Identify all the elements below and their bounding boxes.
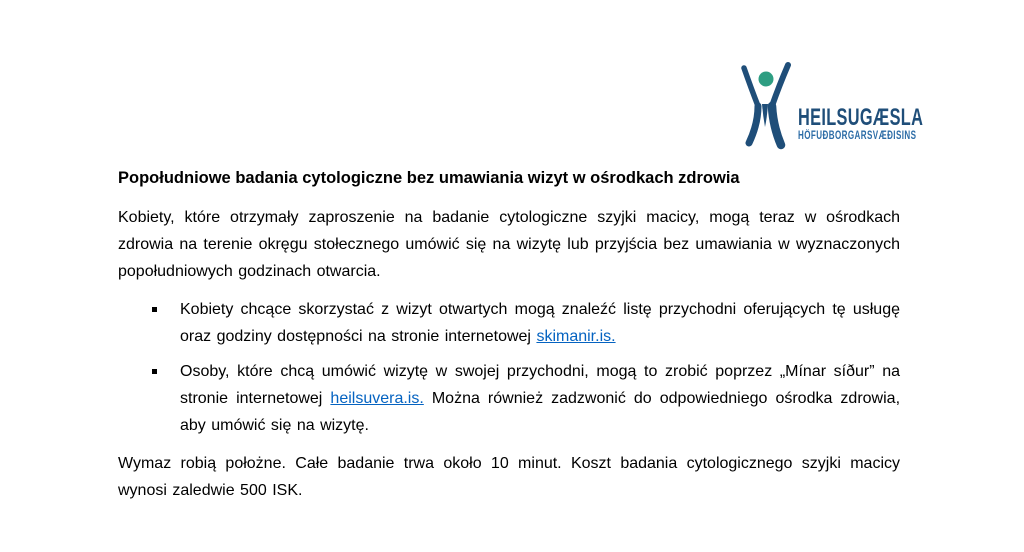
intro-paragraph: Kobiety, które otrzymały zaproszenie na badanie cytologiczne szyjki macicy, mogą teraz w ośrodkach zdrowia na terenie okręgu stołecznego umówić się na wizytę lub przyjścia bez umawiania w wyznaczonych popołudniowych godzinach otwarcia.	[118, 209, 900, 280]
bullet-text: Można również zadzwonić do odpowiedniego ośrodka zdrowia, aby umówić się na wizytę.	[180, 390, 901, 434]
clinic-logo-text	[798, 104, 982, 150]
person-with-raised-arms-icon	[737, 62, 795, 150]
bullet-text: Osoby, które chcą umówić wizytę w swojej przychodni, mogą to zrobić poprzez „Mínar síður” na stronie internetowej	[180, 363, 900, 407]
bullet-text: Kobiety chcące skorzystać z wizyt otwartych mogą znaleźć listę przychodni oferujących tę usługę oraz godziny dostępności na stronie internetowej	[180, 301, 900, 345]
document-content	[118, 168, 900, 504]
skimanir-link[interactable]: skimanir.is.	[536, 328, 616, 345]
clinic-logo-subtitle: HÖFUÐBORGARSVÆÐISINS	[798, 130, 917, 142]
bullet-item-booked-visits	[118, 358, 900, 439]
document-title: Popołudniowe badania cytologiczne bez umawiania wizyt w ośrodkach zdrowia	[118, 169, 740, 187]
closing-paragraph: Wymaz robią położne. Całe badanie trwa około 10 minut. Koszt badania cytologicznego szyjki macicy wynosi zaledwie 500 ISK.	[118, 455, 900, 499]
bullet-list	[118, 296, 900, 439]
bullet-item-open-visits	[118, 296, 900, 350]
clinic-logo	[737, 62, 982, 150]
heilsuvera-link[interactable]: heilsuvera.is.	[330, 390, 424, 407]
clinic-logo-title: HEILSUGÆSLA	[798, 104, 924, 131]
